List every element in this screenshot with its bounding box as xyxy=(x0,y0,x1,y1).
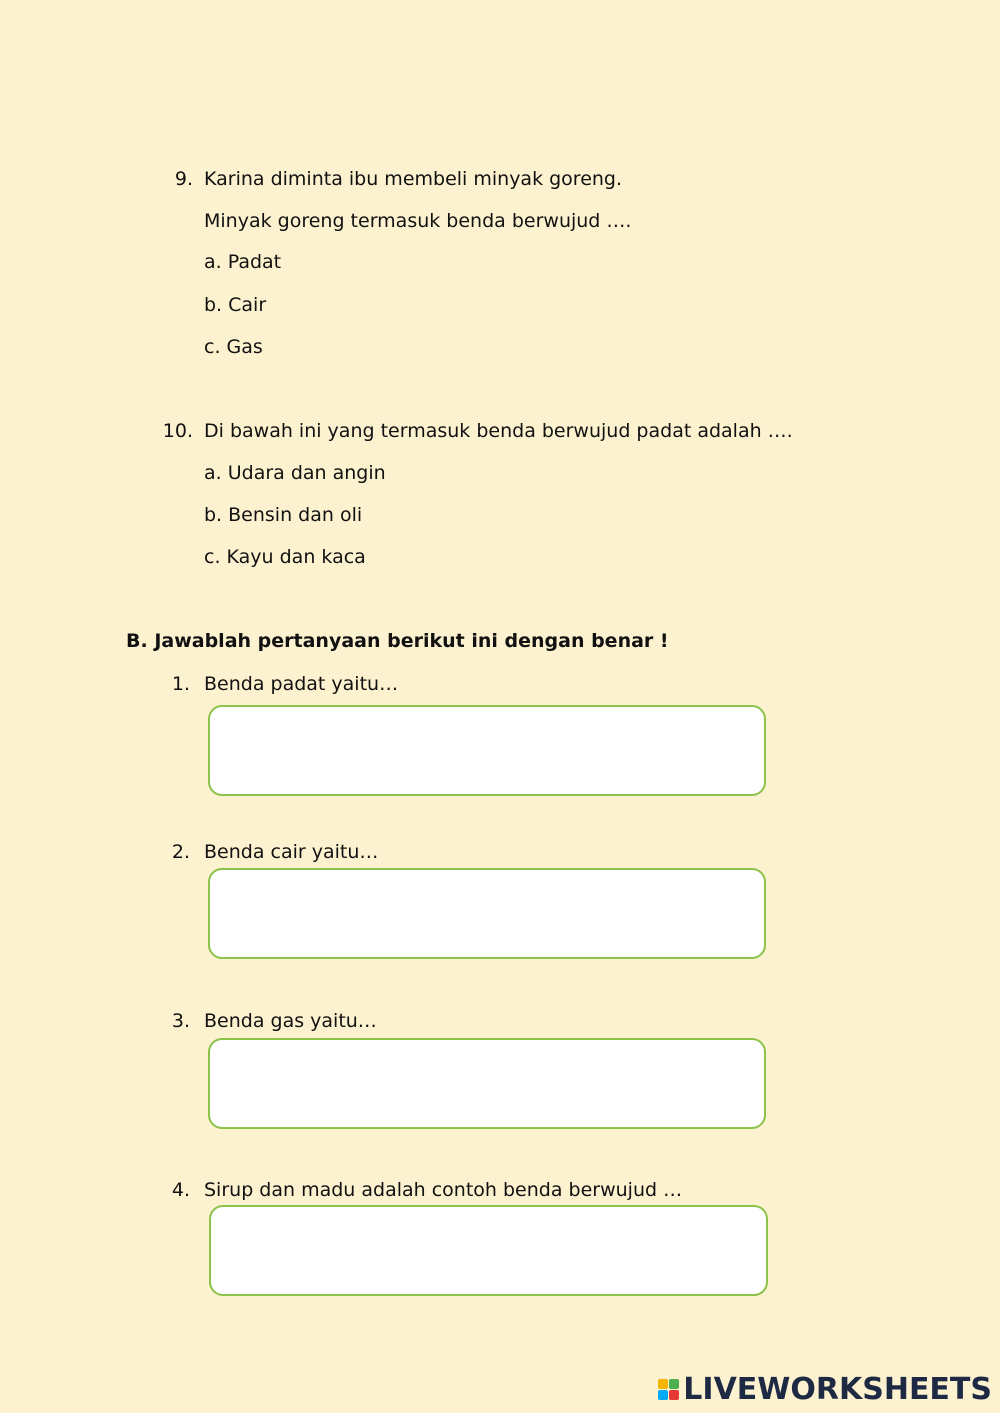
logo-mark-l xyxy=(658,1379,668,1389)
question-10-line-1: Di bawah ini yang termasuk benda berwujud padat adalah …. xyxy=(204,420,793,442)
essay-3-question: Benda gas yaitu… xyxy=(204,1010,377,1032)
section-b-heading: B. Jawablah pertanyaan berikut ini dengan benar ! xyxy=(126,630,669,652)
logo-mark-v xyxy=(658,1390,668,1400)
question-10-option-c: c. Kayu dan kaca xyxy=(204,546,366,568)
question-9-option-a: a. Padat xyxy=(204,251,282,273)
essay-3-number: 3. xyxy=(171,1010,190,1032)
question-9-number: 9. xyxy=(174,168,193,190)
liveworksheets-logo-mark-icon xyxy=(658,1379,679,1400)
essay-2-answer-box[interactable] xyxy=(208,868,766,959)
liveworksheets-logo-text: LIVEWORKSHEETS xyxy=(683,1372,992,1407)
essay-4-number: 4. xyxy=(171,1179,190,1201)
liveworksheets-logo xyxy=(658,1372,992,1407)
essay-1-number: 1. xyxy=(171,673,190,695)
essay-3-answer-box[interactable] xyxy=(208,1038,766,1129)
essay-4-question: Sirup dan madu adalah contoh benda berwujud … xyxy=(204,1179,683,1201)
question-9-option-c: c. Gas xyxy=(204,336,263,358)
question-9-option-b: b. Cair xyxy=(204,294,267,316)
essay-4-answer-box[interactable] xyxy=(209,1205,768,1296)
essay-1-answer-box[interactable] xyxy=(208,705,766,796)
essay-2-question: Benda cair yaitu… xyxy=(204,841,379,863)
question-10-number: 10. xyxy=(162,420,193,442)
essay-2-number: 2. xyxy=(171,841,190,863)
logo-mark-i xyxy=(669,1379,679,1389)
essay-1-question: Benda padat yaitu… xyxy=(204,673,399,695)
question-9-line-2: Minyak goreng termasuk benda berwujud …. xyxy=(204,210,632,232)
question-10-option-a: a. Udara dan angin xyxy=(204,462,386,484)
question-10-option-b: b. Bensin dan oli xyxy=(204,504,363,526)
question-9-line-1: Karina diminta ibu membeli minyak goreng. xyxy=(204,168,623,190)
logo-mark-e xyxy=(669,1390,679,1400)
